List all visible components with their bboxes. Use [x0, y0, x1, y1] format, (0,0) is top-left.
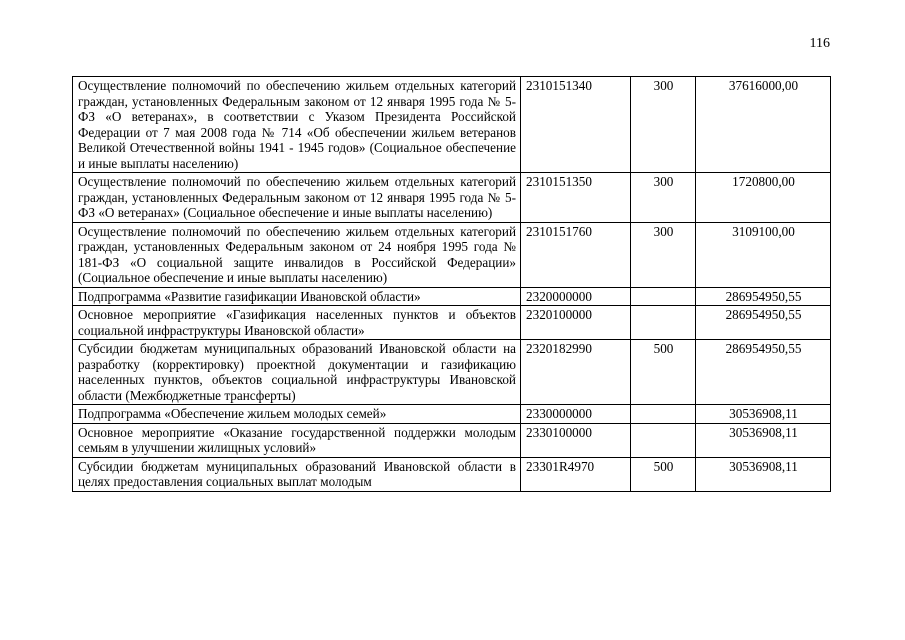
row-target-code: 2310151350 [521, 173, 631, 223]
row-name: Осуществление полномочий по обеспечению жильем отдельных категорий граждан, установленных Федеральным законом от 24 ноября 1995 года № 181-ФЗ «О социальной защите инвалидов в Российской Федерации» (Социальное обеспечение и иные выплаты населению) [73, 222, 521, 287]
budget-table [72, 76, 831, 492]
row-expense-type [631, 306, 696, 340]
row-expense-type [631, 405, 696, 424]
row-name: Основное мероприятие «Газификация населенных пунктов и объектов социальной инфраструктуры Ивановской области» [73, 306, 521, 340]
row-target-code: 2310151760 [521, 222, 631, 287]
row-name: Подпрограмма «Обеспечение жильем молодых семей» [73, 405, 521, 424]
row-target-code: 2310151340 [521, 77, 631, 173]
table-row [73, 423, 831, 457]
row-amount: 286954950,55 [696, 306, 831, 340]
row-target-code: 2320000000 [521, 287, 631, 306]
table-row [73, 405, 831, 424]
row-target-code: 2330100000 [521, 423, 631, 457]
row-expense-type [631, 423, 696, 457]
row-expense-type: 300 [631, 77, 696, 173]
table-row [73, 306, 831, 340]
row-name: Субсидии бюджетам муниципальных образований Ивановской области в целях предоставления социальных выплат молодым [73, 457, 521, 491]
table-row [73, 340, 831, 405]
table-row [73, 457, 831, 491]
table-row [73, 77, 831, 173]
row-target-code: 2320100000 [521, 306, 631, 340]
row-name: Осуществление полномочий по обеспечению жильем отдельных категорий граждан, установленных Федеральным законом от 12 января 1995 года № 5-ФЗ «О ветеранах» (Социальное обеспечение и иные выплаты населению) [73, 173, 521, 223]
row-expense-type: 300 [631, 173, 696, 223]
row-expense-type: 500 [631, 340, 696, 405]
row-amount: 1720800,00 [696, 173, 831, 223]
row-name: Субсидии бюджетам муниципальных образований Ивановской области на разработку (корректировку) проектной документации и газификацию населенных пунктов, объектов социальной инфраструктуры Ивановской области (Межбюджетные трансферты) [73, 340, 521, 405]
row-target-code: 23301R4970 [521, 457, 631, 491]
row-expense-type: 300 [631, 222, 696, 287]
table-row [73, 287, 831, 306]
row-amount: 286954950,55 [696, 340, 831, 405]
row-amount: 30536908,11 [696, 405, 831, 424]
table-row [73, 173, 831, 223]
row-name: Подпрограмма «Развитие газификации Ивановской области» [73, 287, 521, 306]
row-amount: 286954950,55 [696, 287, 831, 306]
row-amount: 30536908,11 [696, 457, 831, 491]
row-target-code: 2320182990 [521, 340, 631, 405]
page-number: 116 [809, 36, 830, 51]
row-name: Основное мероприятие «Оказание государственной поддержки молодым семьям в улучшении жилищных условий» [73, 423, 521, 457]
row-expense-type: 500 [631, 457, 696, 491]
table-row [73, 222, 831, 287]
row-expense-type [631, 287, 696, 306]
row-target-code: 2330000000 [521, 405, 631, 424]
row-amount: 3109100,00 [696, 222, 831, 287]
row-amount: 37616000,00 [696, 77, 831, 173]
row-amount: 30536908,11 [696, 423, 831, 457]
row-name: Осуществление полномочий по обеспечению жильем отдельных категорий граждан, установленных Федеральным законом от 12 января 1995 года № 5-ФЗ «О ветеранах», в соответствии с Указом Президента Российской Федерации от 7 мая 2008 года № 714 «Об обеспечении жильем ветеранов Великой Отечественной войны 1941 - 1945 годов» (Социальное обеспечение и иные выплаты населению) [73, 77, 521, 173]
